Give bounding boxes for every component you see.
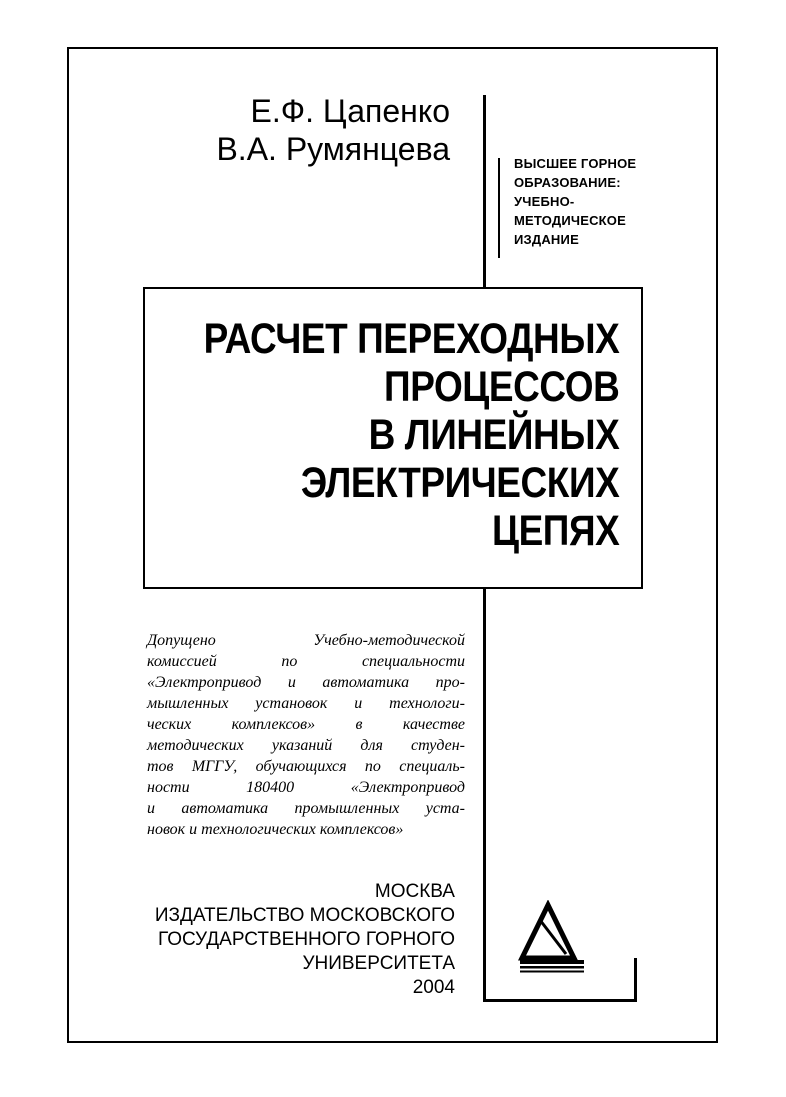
publisher-name-3: УНИВЕРСИТЕТА	[302, 953, 455, 974]
approval-line: мышленных установок и технологи-	[147, 695, 465, 712]
approval-line: «Электропривод и автоматика про-	[147, 674, 465, 691]
title-line-3: В ЛИНЕЙНЫХ	[368, 411, 619, 459]
series-line-3: УЧЕБНО-	[514, 194, 575, 209]
publication-year: 2004	[412, 977, 455, 998]
triangle-book-logo-icon	[518, 900, 590, 978]
approval-line: новок и технологических комплексов»	[147, 821, 404, 838]
author-2: В.А. Румянцева	[216, 131, 450, 167]
approval-line: тов МГГУ, обучающихся по специаль-	[147, 758, 465, 775]
authors	[216, 92, 450, 168]
series-line-1: ВЫСШЕЕ ГОРНОЕ	[514, 156, 637, 171]
approval-line: Допущено Учебно-методической	[147, 632, 465, 649]
approval-line: и автоматика промышленных уста-	[147, 800, 465, 817]
approval-line: ности 180400 «Электропривод	[147, 779, 465, 796]
title-line-2: ПРОЦЕССОВ	[383, 363, 619, 411]
series-line-2: ОБРАЗОВАНИЕ:	[514, 175, 621, 190]
series-rule	[498, 158, 500, 258]
series-line-5: ИЗДАНИЕ	[514, 232, 579, 247]
title-line-1: РАСЧЕТ ПЕРЕХОДНЫХ	[203, 315, 619, 363]
bottom-rule	[483, 999, 637, 1002]
vertical-rule-bottom	[483, 588, 486, 1001]
publisher-name-1: ИЗДАТЕЛЬСТВО МОСКОВСКОГО	[154, 905, 455, 926]
publisher-name-2: ГОСУДАРСТВЕННОГО ГОРНОГО	[157, 929, 455, 950]
book-title	[203, 315, 619, 555]
approval-text	[147, 630, 465, 840]
title-line-4: ЭЛЕКТРИЧЕСКИХ	[300, 459, 619, 507]
author-1: Е.Ф. Цапенко	[250, 93, 450, 129]
approval-line: комиссией по специальности	[147, 653, 465, 670]
title-line-5: ЦЕПЯХ	[491, 507, 619, 555]
approval-line: ческих комплексов» в качестве	[147, 716, 465, 733]
series-label	[514, 154, 636, 249]
approval-line: методических указаний для студен-	[147, 737, 465, 754]
publisher-block	[155, 880, 455, 1000]
title-box	[143, 287, 643, 589]
series-line-4: МЕТОДИЧЕСКОЕ	[514, 213, 626, 228]
bottom-right-rule	[634, 958, 637, 1002]
vertical-rule-top	[483, 95, 486, 288]
publisher-city: МОСКВА	[374, 881, 455, 902]
